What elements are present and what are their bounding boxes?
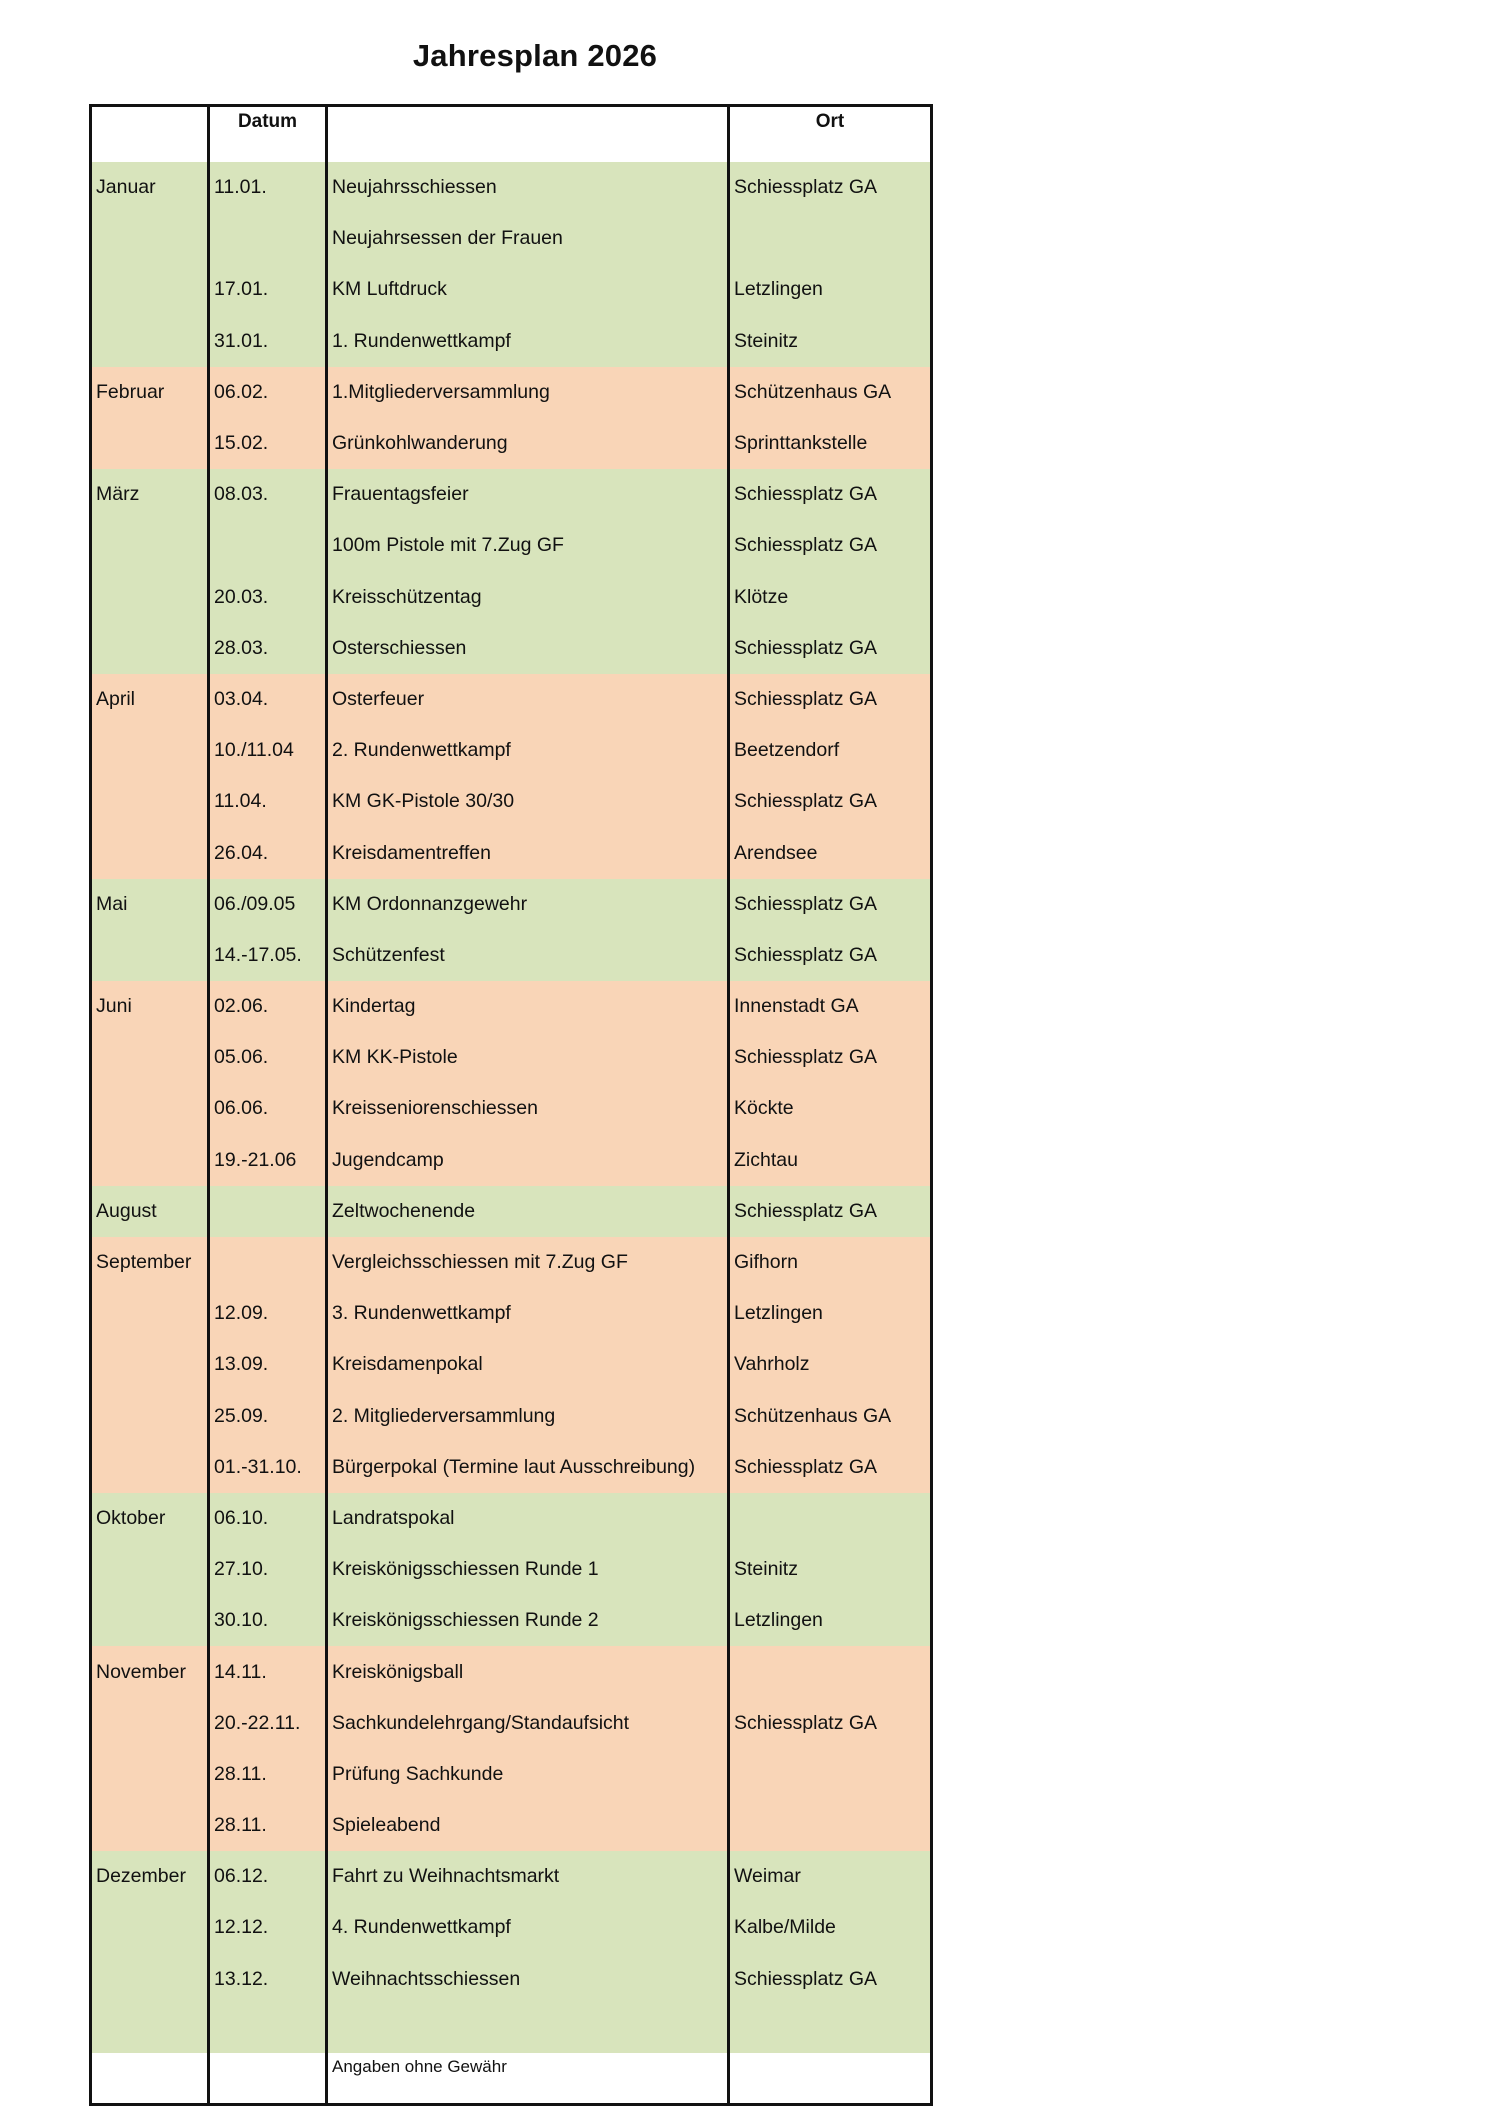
date-cell: 19.-21.06 [209, 1135, 327, 1186]
table-header [91, 106, 932, 163]
location-cell: Letzlingen [729, 1595, 932, 1646]
month-cell [91, 572, 209, 623]
event-cell: Kreisdamenpokal [327, 1339, 729, 1390]
location-cell [729, 1646, 932, 1697]
month-cell: April [91, 674, 209, 725]
table-row [91, 520, 932, 571]
month-cell [91, 520, 209, 571]
table-row [91, 1800, 932, 1851]
table-footer [91, 2053, 932, 2105]
month-cell [91, 1083, 209, 1134]
event-cell: 2. Rundenwettkampf [327, 725, 729, 776]
table-row [91, 930, 932, 981]
table-row [91, 1544, 932, 1595]
table-row [91, 1032, 932, 1083]
date-cell: 13.09. [209, 1339, 327, 1390]
event-cell: Kindertag [327, 981, 729, 1032]
month-cell [91, 1339, 209, 1390]
event-cell: 2. Mitgliederversammlung [327, 1391, 729, 1442]
event-cell: 4. Rundenwettkampf [327, 1902, 729, 1953]
empty-cell [91, 2053, 209, 2105]
location-cell: Schiessplatz GA [729, 1032, 932, 1083]
location-cell [729, 1749, 932, 1800]
event-cell: Spieleabend [327, 1800, 729, 1851]
table-row [91, 1339, 932, 1390]
month-cell [91, 1800, 209, 1851]
event-cell: KM GK-Pistole 30/30 [327, 776, 729, 827]
month-cell: März [91, 469, 209, 520]
location-cell: Schiessplatz GA [729, 930, 932, 981]
location-cell: Schützenhaus GA [729, 367, 932, 418]
header-month [91, 106, 209, 163]
event-cell: KM Luftdruck [327, 264, 729, 315]
month-cell: Januar [91, 162, 209, 213]
date-cell: 14.11. [209, 1646, 327, 1697]
month-cell [91, 1544, 209, 1595]
location-cell: Schiessplatz GA [729, 520, 932, 571]
date-cell [209, 213, 327, 264]
location-cell: Weimar [729, 1851, 932, 1902]
month-cell [91, 1442, 209, 1493]
month-cell [91, 1032, 209, 1083]
month-cell [91, 1391, 209, 1442]
table-row [91, 1288, 932, 1339]
location-cell: Schiessplatz GA [729, 879, 932, 930]
month-cell [91, 264, 209, 315]
location-cell: Schiessplatz GA [729, 1698, 932, 1749]
month-cell [91, 418, 209, 469]
date-cell: 06.10. [209, 1493, 327, 1544]
month-cell: Dezember [91, 1851, 209, 1902]
date-cell: 06.06. [209, 1083, 327, 1134]
date-cell [209, 1186, 327, 1237]
event-cell: 1.Mitgliederversammlung [327, 367, 729, 418]
event-cell: Neujahrsessen der Frauen [327, 213, 729, 264]
event-cell: Landratspokal [327, 1493, 729, 1544]
table-row [91, 623, 932, 674]
month-cell: Mai [91, 879, 209, 930]
table-row [91, 827, 932, 878]
location-cell [729, 1800, 932, 1851]
location-cell: Schiessplatz GA [729, 1186, 932, 1237]
empty-cell [91, 2005, 209, 2053]
event-cell: Kreisseniorenschiessen [327, 1083, 729, 1134]
table-row [91, 1698, 932, 1749]
date-cell: 27.10. [209, 1544, 327, 1595]
table-row [91, 1646, 932, 1697]
location-cell: Schiessplatz GA [729, 469, 932, 520]
month-cell: Februar [91, 367, 209, 418]
date-cell: 06.12. [209, 1851, 327, 1902]
table-row [91, 1186, 932, 1237]
event-cell: Sachkundelehrgang/Standaufsicht [327, 1698, 729, 1749]
month-cell [91, 776, 209, 827]
event-cell: Neujahrsschiessen [327, 162, 729, 213]
month-cell [91, 930, 209, 981]
event-cell: Osterschiessen [327, 623, 729, 674]
table-row [91, 213, 932, 264]
empty-cell [729, 2005, 932, 2053]
event-cell: Grünkohlwanderung [327, 418, 729, 469]
event-cell: Zeltwochenende [327, 1186, 729, 1237]
table-row [91, 1954, 932, 2005]
table-row [91, 981, 932, 1032]
date-cell: 20.-22.11. [209, 1698, 327, 1749]
month-cell: November [91, 1646, 209, 1697]
month-cell [91, 827, 209, 878]
date-cell [209, 520, 327, 571]
location-cell: Letzlingen [729, 264, 932, 315]
date-cell: 03.04. [209, 674, 327, 725]
event-cell: Schützenfest [327, 930, 729, 981]
page-title: Jahresplan 2026 [412, 38, 658, 73]
event-cell: Frauentagsfeier [327, 469, 729, 520]
location-cell: Schiessplatz GA [729, 1442, 932, 1493]
location-cell: Steinitz [729, 316, 932, 367]
event-cell: 100m Pistole mit 7.Zug GF [327, 520, 729, 571]
date-cell: 28.11. [209, 1800, 327, 1851]
event-cell: Kreiskönigsschiessen Runde 1 [327, 1544, 729, 1595]
month-cell: Juni [91, 981, 209, 1032]
location-cell: Schiessplatz GA [729, 162, 932, 213]
event-cell: Osterfeuer [327, 674, 729, 725]
date-cell: 28.03. [209, 623, 327, 674]
schedule-table [89, 104, 933, 2106]
empty-cell [327, 2005, 729, 2053]
table-row [91, 1391, 932, 1442]
event-cell: Weihnachtsschiessen [327, 1954, 729, 2005]
table-row [91, 1237, 932, 1288]
month-cell [91, 623, 209, 674]
event-cell: Vergleichsschiessen mit 7.Zug GF [327, 1237, 729, 1288]
month-cell [91, 1954, 209, 2005]
table-row [91, 1083, 932, 1134]
location-cell: Kalbe/Milde [729, 1902, 932, 1953]
event-cell: 1. Rundenwettkampf [327, 316, 729, 367]
empty-cell [209, 2005, 327, 2053]
date-cell: 11.01. [209, 162, 327, 213]
location-cell: Letzlingen [729, 1288, 932, 1339]
event-cell: KM KK-Pistole [327, 1032, 729, 1083]
table-row [91, 316, 932, 367]
month-cell [91, 1749, 209, 1800]
location-cell: Schützenhaus GA [729, 1391, 932, 1442]
event-cell: 3. Rundenwettkampf [327, 1288, 729, 1339]
location-cell: Innenstadt GA [729, 981, 932, 1032]
month-cell [91, 1595, 209, 1646]
event-cell: Kreiskönigsschiessen Runde 2 [327, 1595, 729, 1646]
month-cell [91, 316, 209, 367]
date-cell [209, 1237, 327, 1288]
date-cell: 08.03. [209, 469, 327, 520]
location-cell: Sprinttankstelle [729, 418, 932, 469]
date-cell: 01.-31.10. [209, 1442, 327, 1493]
date-cell: 15.02. [209, 418, 327, 469]
table-row [91, 1595, 932, 1646]
date-cell: 17.01. [209, 264, 327, 315]
table-row [91, 1749, 932, 1800]
location-cell: Vahrholz [729, 1339, 932, 1390]
table-row [91, 418, 932, 469]
location-cell: Beetzendorf [729, 725, 932, 776]
location-cell: Gifhorn [729, 1237, 932, 1288]
table-row [91, 1442, 932, 1493]
location-cell: Schiessplatz GA [729, 776, 932, 827]
empty-cell [209, 2053, 327, 2105]
location-cell: Steinitz [729, 1544, 932, 1595]
event-cell: Fahrt zu Weihnachtsmarkt [327, 1851, 729, 1902]
month-cell [91, 213, 209, 264]
month-cell [91, 1288, 209, 1339]
month-cell [91, 1698, 209, 1749]
table-row [91, 1902, 932, 1953]
date-cell: 06./09.05 [209, 879, 327, 930]
event-cell: Prüfung Sachkunde [327, 1749, 729, 1800]
location-cell [729, 1493, 932, 1544]
header-location: Ort [729, 106, 932, 163]
location-cell: Schiessplatz GA [729, 674, 932, 725]
location-cell: Schiessplatz GA [729, 1954, 932, 2005]
date-cell: 05.06. [209, 1032, 327, 1083]
location-cell: Schiessplatz GA [729, 623, 932, 674]
event-cell: Kreisdamentreffen [327, 827, 729, 878]
date-cell: 14.-17.05. [209, 930, 327, 981]
event-cell: Jugendcamp [327, 1135, 729, 1186]
location-cell: Köckte [729, 1083, 932, 1134]
table-row [91, 674, 932, 725]
event-cell: KM Ordonnanzgewehr [327, 879, 729, 930]
date-cell: 26.04. [209, 827, 327, 878]
table-row-spacer [91, 2005, 932, 2053]
date-cell: 25.09. [209, 1391, 327, 1442]
date-cell: 13.12. [209, 1954, 327, 2005]
table-row [91, 1493, 932, 1544]
date-cell: 12.09. [209, 1288, 327, 1339]
location-cell: Arendsee [729, 827, 932, 878]
month-cell: September [91, 1237, 209, 1288]
date-cell: 06.02. [209, 367, 327, 418]
month-cell [91, 1902, 209, 1953]
location-cell: Zichtau [729, 1135, 932, 1186]
event-cell: Kreiskönigsball [327, 1646, 729, 1697]
date-cell: 28.11. [209, 1749, 327, 1800]
table-row [91, 162, 932, 213]
event-cell: Bürgerpokal (Termine laut Ausschreibung) [327, 1442, 729, 1493]
month-cell: August [91, 1186, 209, 1237]
disclaimer-note: Angaben ohne Gewähr [327, 2053, 729, 2105]
table-row [91, 264, 932, 315]
month-cell [91, 725, 209, 776]
month-cell: Oktober [91, 1493, 209, 1544]
table-row [91, 1851, 932, 1902]
empty-cell [729, 2053, 932, 2105]
table-row [91, 725, 932, 776]
table-row [91, 1135, 932, 1186]
date-cell: 12.12. [209, 1902, 327, 1953]
event-cell: Kreisschützentag [327, 572, 729, 623]
date-cell: 30.10. [209, 1595, 327, 1646]
table-row [91, 879, 932, 930]
location-cell: Klötze [729, 572, 932, 623]
header-date: Datum [209, 106, 327, 163]
date-cell: 31.01. [209, 316, 327, 367]
location-cell [729, 213, 932, 264]
date-cell: 20.03. [209, 572, 327, 623]
table-row [91, 367, 932, 418]
date-cell: 10./11.04 [209, 725, 327, 776]
date-cell: 11.04. [209, 776, 327, 827]
table-row [91, 776, 932, 827]
table-row [91, 469, 932, 520]
header-event [327, 106, 729, 163]
table-row [91, 572, 932, 623]
month-cell [91, 1135, 209, 1186]
date-cell: 02.06. [209, 981, 327, 1032]
